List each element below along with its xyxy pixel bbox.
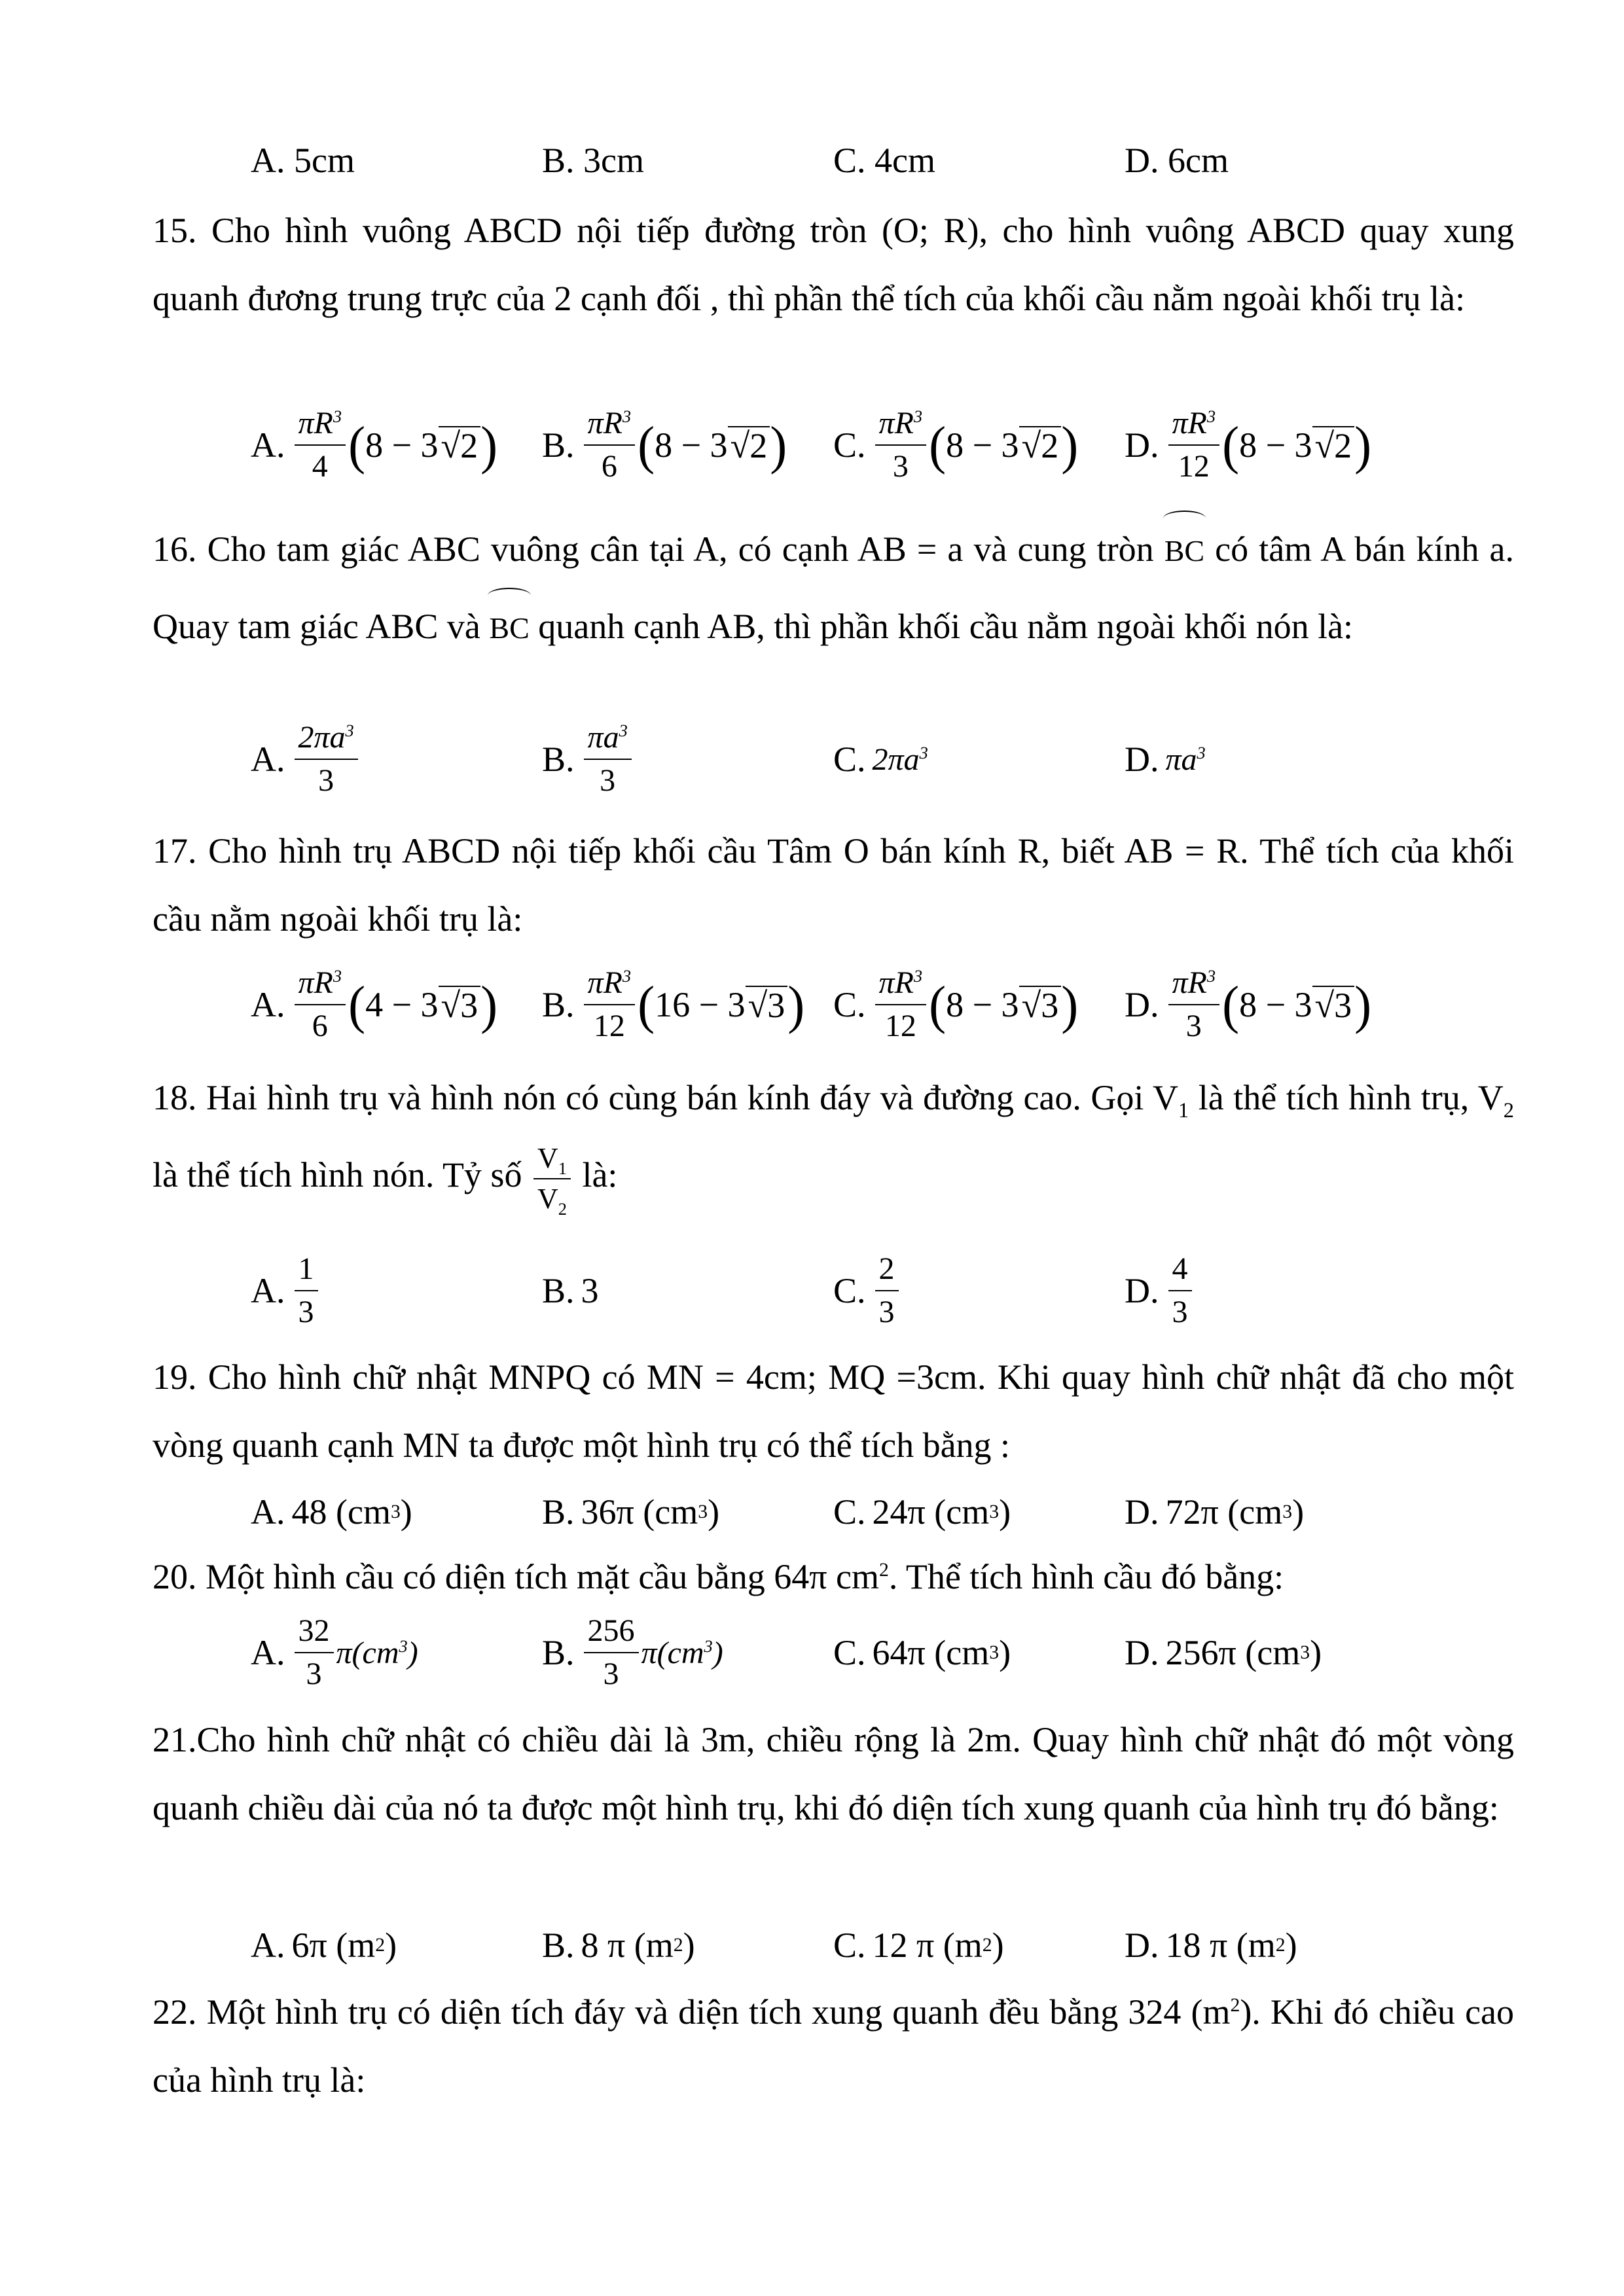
q21-option-c: C. 12 π (m 2 ): [833, 1926, 1004, 1965]
q18-option-c: C. $\frac{2}{3}$: [833, 1255, 901, 1327]
q17-text: 17. Cho hình trụ ABCD nội tiếp khối cầu Tâm O bán kính R, biết AB = R. Thể tích của khối cầu nằm ngoài khối trụ là:: [153, 831, 1514, 939]
q20-option-c: C. 64π (cm 3 ): [833, 1633, 1011, 1672]
q20-options: [0, 1613, 1624, 1691]
q20-option-d: D. 256π (cm 3 ): [1125, 1633, 1322, 1672]
q15-option-b: B. $\frac{\pi R^3}{6}$ ( 8 − 3 √2 ): [542, 406, 787, 484]
q19-options: [0, 1476, 1624, 1548]
q14-option-c: C. 4cm: [833, 141, 935, 180]
q18-options: [0, 1251, 1624, 1329]
q19-option-b: B. 36π (cm 3 ): [542, 1492, 720, 1532]
q20-option-b: B. $\frac{256}{3}$ $\pi(cm^3)$: [542, 1613, 723, 1691]
q15-option-a: A. $\frac{\pi R^3}{4}$ ( 8 − 3 √2 ): [251, 406, 498, 484]
q17-option-a: A. $\frac{\pi R^3}{6}$ ( 4 − 3 √3 ): [251, 965, 498, 1043]
q15-options: [0, 406, 1624, 484]
q19-option-d: D. 72π (cm 3 ): [1125, 1492, 1305, 1532]
q16-option-b: B. $\frac{\pi a^3}{3}$: [542, 723, 634, 795]
q21-option-b: B. 8 π (m 2 ): [542, 1926, 695, 1965]
q17-option-d: D. $\frac{\pi R^3}{3}$ ( 8 − 3 √3 ): [1125, 965, 1372, 1043]
q19-text: 19. Cho hình chữ nhật MNPQ có MN = 4cm; MQ =3cm. Khi quay hình chữ nhật đã cho một vòng quanh cạnh MN ta được một hình trụ có thể tích bằng :: [153, 1357, 1514, 1465]
arc-bc: BC: [1164, 508, 1204, 585]
q18-option-a: A. $\frac{1}{3}$: [251, 1255, 321, 1327]
q14-option-d: D. 6cm: [1125, 141, 1229, 180]
arc-bc-2: BC: [489, 585, 529, 662]
q16-options: [0, 720, 1624, 798]
q16-option-d: D. $\pi a^3$: [1125, 740, 1206, 779]
q17-option-c: C. $\frac{\pi R^3}{12}$ ( 8 − 3 √3 ): [833, 965, 1079, 1043]
q15-option-c: C. $\frac{\pi R^3}{3}$ ( 8 − 3 √2 ): [833, 406, 1079, 484]
q16-option-a: A. $\frac{2\pi a^3}{3}$: [251, 723, 361, 795]
q19-option-c: C. 24π (cm 3 ): [833, 1492, 1011, 1532]
q14-option-a: A. 5cm: [251, 141, 355, 180]
q21-text: 21.Cho hình chữ nhật có chiều dài là 3m, chiều rộng là 2m. Quay hình chữ nhật đó một vòng quanh chiều dài của nó ta được một hình trụ, khi đó diện tích xung quanh của hình trụ đó bằng:: [153, 1720, 1514, 1827]
q17-option-b: B. $\frac{\pi R^3}{12}$ ( 16 − 3 √3 ): [542, 965, 805, 1043]
q15-option-d: D. $\frac{\pi R^3}{12}$ ( 8 − 3 √2 ): [1125, 406, 1372, 484]
q14-options: [0, 124, 1624, 196]
q17-options: [0, 965, 1624, 1043]
q19-option-a: A. 48 (cm 3 ): [251, 1492, 412, 1532]
q22-text: 22. Một hình trụ có diện tích đáy và diện tích xung quanh đều bằng 324 $(m^2)$. Khi đó chiều cao của hình trụ là:: [153, 1992, 1515, 2100]
q18-text: 18. Hai hình trụ và hình nón có cùng bán kính đáy và đường cao. Gọi $V_1$ là thể tích hình trụ, $V_2$ là thể tích hình nón. Tỷ số $\frac{V_1}{V_2}$ là:: [153, 1078, 1514, 1219]
q18-option-b: B. 3: [542, 1271, 599, 1310]
q16-option-c: C. $2\pi a^3$: [833, 740, 928, 779]
q16-text: 16. Cho tam giác ABC vuông cân tại A, có cạnh AB = a và cung tròn BC có tâm A bán kính a. Quay tam giác ABC và BC quanh cạnh AB, thì phần khối cầu nằm ngoài khối nón là:: [153, 508, 1514, 662]
q21-option-d: D. 18 π (m 2 ): [1125, 1926, 1297, 1965]
q21-options: [0, 1909, 1624, 1981]
q18-option-d: D. $\frac{4}{3}$: [1125, 1255, 1195, 1327]
q20-text: 20. Một hình cầu có diện tích mặt cầu bằng 64π $cm^2$. Thể tích hình cầu đó bằng:: [153, 1557, 1284, 1596]
q14-option-b: B. 3cm: [542, 141, 644, 180]
q21-option-a: A. 6π (m 2 ): [251, 1926, 397, 1965]
q15-text: 15. Cho hình vuông ABCD nội tiếp đường tròn (O; R), cho hình vuông ABCD quay xung quanh đương trung trực của 2 cạnh đối , thì phần thể tích của khối cầu nằm ngoài khối trụ là:: [153, 211, 1514, 318]
q20-option-a: A. $\frac{32}{3}$ $\pi(cm^3)$: [251, 1613, 418, 1691]
